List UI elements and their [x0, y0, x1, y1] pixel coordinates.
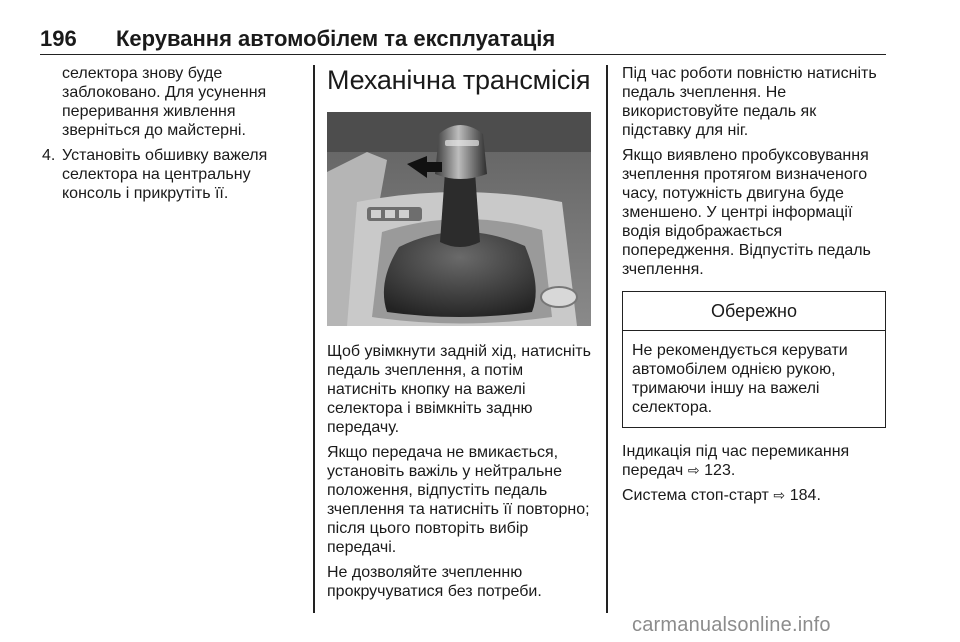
list-item: 4. Установіть обшивку важеля селектора на центральну консоль і прикрутіть її. — [42, 147, 268, 202]
page-reference-arrow-icon: ⇨ — [773, 487, 786, 503]
caution-box — [622, 291, 886, 428]
gear-shifter-photo — [327, 112, 591, 326]
paragraph: Не дозволяйте зчепленню прокручуватися без потреби. — [327, 564, 542, 600]
paragraph: Під час роботи повністю натисніть педаль зчеплення. Не використовуйте педаль як підставку для ніг. — [622, 65, 877, 139]
paragraph: Якщо передача не вмикається, установіть важіль у нейтральне положення, відпустіть педаль зчеплення та натисніть її повторно; після цього повторіть вибір передачі. — [327, 444, 590, 556]
list-number: 4. — [42, 147, 56, 164]
column-2 — [327, 64, 597, 607]
caution-title: Обережно — [623, 292, 885, 331]
column-divider-left — [313, 65, 315, 613]
column-3 — [622, 64, 886, 511]
column-1 — [42, 64, 302, 203]
page-number: 196 — [40, 26, 77, 51]
paragraph: Система стоп-старт ⇨ 184. — [622, 487, 821, 504]
paragraph: Якщо виявлено пробуксовування зчеплення протягом визначеного часу, потужність двигуна буде зменшено. У центрі інформації водія відображається попередження. Відпустіть педаль зчеплення. — [622, 147, 871, 278]
continued-paragraph: селектора знову буде заблоковано. Для усунення переривання живлення зверніться до майстерні. — [62, 65, 267, 139]
column-divider-right — [606, 65, 608, 613]
section-title: Механічна трансмісія — [327, 65, 591, 95]
page-reference-link[interactable]: 123. — [704, 462, 736, 479]
paragraph: Індикація під час перемикання передач ⇨ 123. — [622, 443, 850, 479]
caution-text: Не рекомендується керувати автомобілем однією рукою, тримаючи іншу на важелі селектора. — [632, 342, 848, 416]
paragraph: Щоб увімкнути задній хід, натисніть педаль зчеплення, а потім натисніть кнопку на важелі селектора і ввімкніть задню передачу. — [327, 343, 591, 436]
page-reference-link[interactable]: 184. — [789, 487, 821, 504]
page-header — [40, 24, 886, 55]
chapter-title: Керування автомобілем та експлуатація — [116, 26, 556, 51]
page-reference-arrow-icon: ⇨ — [687, 462, 700, 478]
watermark: carmanualsonline.info — [632, 614, 831, 636]
